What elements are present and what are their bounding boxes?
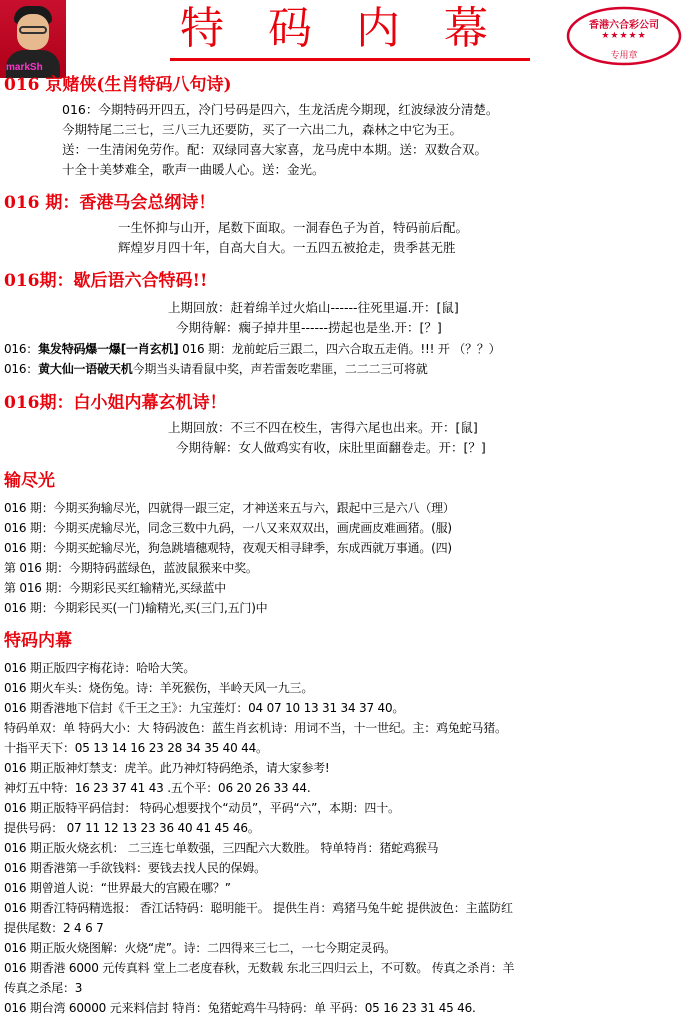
page-title: 特码内幕 (180, 3, 532, 54)
poem-line: 一生怀抑与山开，尾数下面取。一洞春色子为首，特码前后配。 (118, 220, 469, 235)
tip-line: 016 期正版火烧图解：火烧“虎”。诗：二四得来三七二，一七今期定灵码。 (4, 941, 396, 955)
line-rest: 今期当头请看鼠中奖，声若雷轰吃辈匪，二二二三可将就 (132, 362, 428, 376)
tip-line: 神灯五中特：16 23 37 41 43 .五个平：06 20 26 33 44. (4, 781, 311, 795)
section-title-temaneimu: 特码内幕 (4, 631, 72, 651)
photo-watermark: markSh (6, 62, 43, 73)
poem-line: 十全十美梦难全，歌声一曲暖人心。送：金光。 (62, 162, 325, 177)
pending-line: 今期待解：女人做鸡实有收，床肚里面翻卷走。开：[？] (176, 440, 486, 455)
tip-line: 016 期香江特码精选报： 香江话特码：聪明能干。 提供生肖：鸡猪马兔牛蛇 提供波色：主蓝防红 (4, 901, 513, 915)
header (0, 0, 690, 73)
photo-glasses (19, 26, 47, 34)
replay-line: 上期回放：不三不四在校生，害得六尾也出来。开：[鼠] (168, 420, 478, 435)
loss-line: 第 016 期：今期彩民买红输精光,买绿蓝中 (4, 581, 226, 595)
seal-stamp (564, 4, 684, 68)
tip-line: 016 期香港地下信封《千王之王》：九宝莲灯：04 07 10 13 31 34 37 40。 (4, 701, 405, 715)
poem-line: 送：一生清闲免劳作。配：双绿同喜大家喜，龙马虎中本期。送：双数合双。 (62, 142, 488, 157)
tip-line: 016 期曾道人说：“世界最大的宫殿在哪？” (4, 881, 231, 895)
section-title-zonggang: 016 期：香港马会总纲诗！ (4, 193, 216, 213)
tip-line: 十指平天下：05 13 14 16 23 28 34 35 40 44。 (4, 741, 268, 755)
poem-line: 今期特尾二三七，三八三九还要防，买了一六出二九，森林之中它为王。 (62, 122, 463, 137)
tip-line: 特码单双：单 特码大小：大 特码波色：蓝生肖玄机诗：用词不当，十一世纪。主：鸡兔蛇马猪。 (4, 721, 507, 735)
tip-line: 016 期香港 6000 元传真料 堂上二老度春秋，无数载 东北三四归云上，不可数。 传真之杀肖：羊 (4, 961, 515, 975)
loss-line: 016 期：今期买狗输尽光，四就得一跟三定，才神送来五与六，跟起中三是六八（理） (4, 501, 455, 515)
tip-line: 016 期台湾 60000 元来料信封 特肖：兔猪蛇鸡牛马特码：单 平码：05 16 23 31 45 46. (4, 1001, 476, 1015)
tip-line: 016 期香港第一手欲钱料：要钱去找人民的保姆。 (4, 861, 266, 875)
line-rest: 016 期：龙前蛇后三跟二，四六合取五走俏。!!! 开 （？？） (178, 342, 501, 356)
seal-stars: ★★★★★ (601, 31, 647, 41)
section-title-shujinguang: 输尽光 (4, 471, 55, 491)
pending-line: 今期待解：瘸子掉井里------捞起也是坐.开：[？] (176, 320, 442, 335)
loss-line: 016 期：今期买蛇输尽光，狗急跳墙穗观特，夜观天相寻肆季，东成西就万事通。(四) (4, 541, 452, 555)
line-bold-label: 黄大仙一语破天机 (38, 362, 133, 376)
tip-line: 提供尾数：2 4 6 7 (4, 921, 104, 935)
title-underline (170, 58, 530, 61)
yixiao-xuanji-line (4, 341, 500, 357)
section-title-jingduxia: 016 京赌侠(生肖特码八句诗) (4, 75, 232, 95)
tip-line: 016 期正版火烧玄机： 二三连七单数强，三四配六大数胜。 特单特肖：猪蛇鸡猴马 (4, 841, 439, 855)
loss-line: 016 期：今期彩民买(一门)输精光,买(三门,五门)中 (4, 601, 268, 615)
loss-line: 第 016 期：今期特码蓝绿色，蓝波鼠猴来中奖。 (4, 561, 258, 575)
poem-line: 016：今期特码开四五，冷门号码是四六，生龙活虎今期现，红波绿波分清楚。 (62, 102, 499, 117)
section-title-xiehouyu: 016期：歇后语六合特码!! (4, 271, 208, 291)
tip-line: 016 期正版四字梅花诗：哈哈大笑。 (4, 661, 196, 675)
line-prefix: 016： (4, 342, 39, 356)
tip-line: 016 期正版特平码信封： 特码心想要找个“动员”，平码“六”，本期：四十。 (4, 801, 400, 815)
seal-subtext: 专用章 (610, 51, 638, 61)
tip-line: 提供号码： 07 11 12 13 23 36 40 41 45 46。 (4, 821, 260, 835)
tip-line: 传真之杀尾：3 (4, 981, 83, 995)
line-prefix: 016： (4, 362, 39, 376)
replay-line: 上期回放：赶着绵羊过火焰山------往死里逼.开：[鼠] (168, 300, 459, 315)
seal-text: 香港六合彩公司 (589, 20, 659, 31)
author-photo (0, 0, 66, 78)
poem-line: 辉煌岁月四十年，自高大自大。一五四五被抢走，贵季甚无胜 (118, 240, 456, 255)
huangdaxian-line (4, 361, 428, 377)
section-title-baixiaojie: 016期：白小姐内幕玄机诗！ (4, 393, 227, 413)
tip-line: 016 期正版神灯禁支：虎羊。此乃神灯特码绝杀，请大家参考! (4, 761, 330, 775)
line-bold-label: 集发特码爆一爆[一肖玄机] (38, 342, 179, 356)
loss-line: 016 期：今期买虎输尽光，同念三数中九码，一八又来双双出，画虎画皮难画猪。(服) (4, 521, 452, 535)
tip-line: 016 期火车头：烧伤兔。诗：羊死猴伤，半岭天风一九三。 (4, 681, 314, 695)
